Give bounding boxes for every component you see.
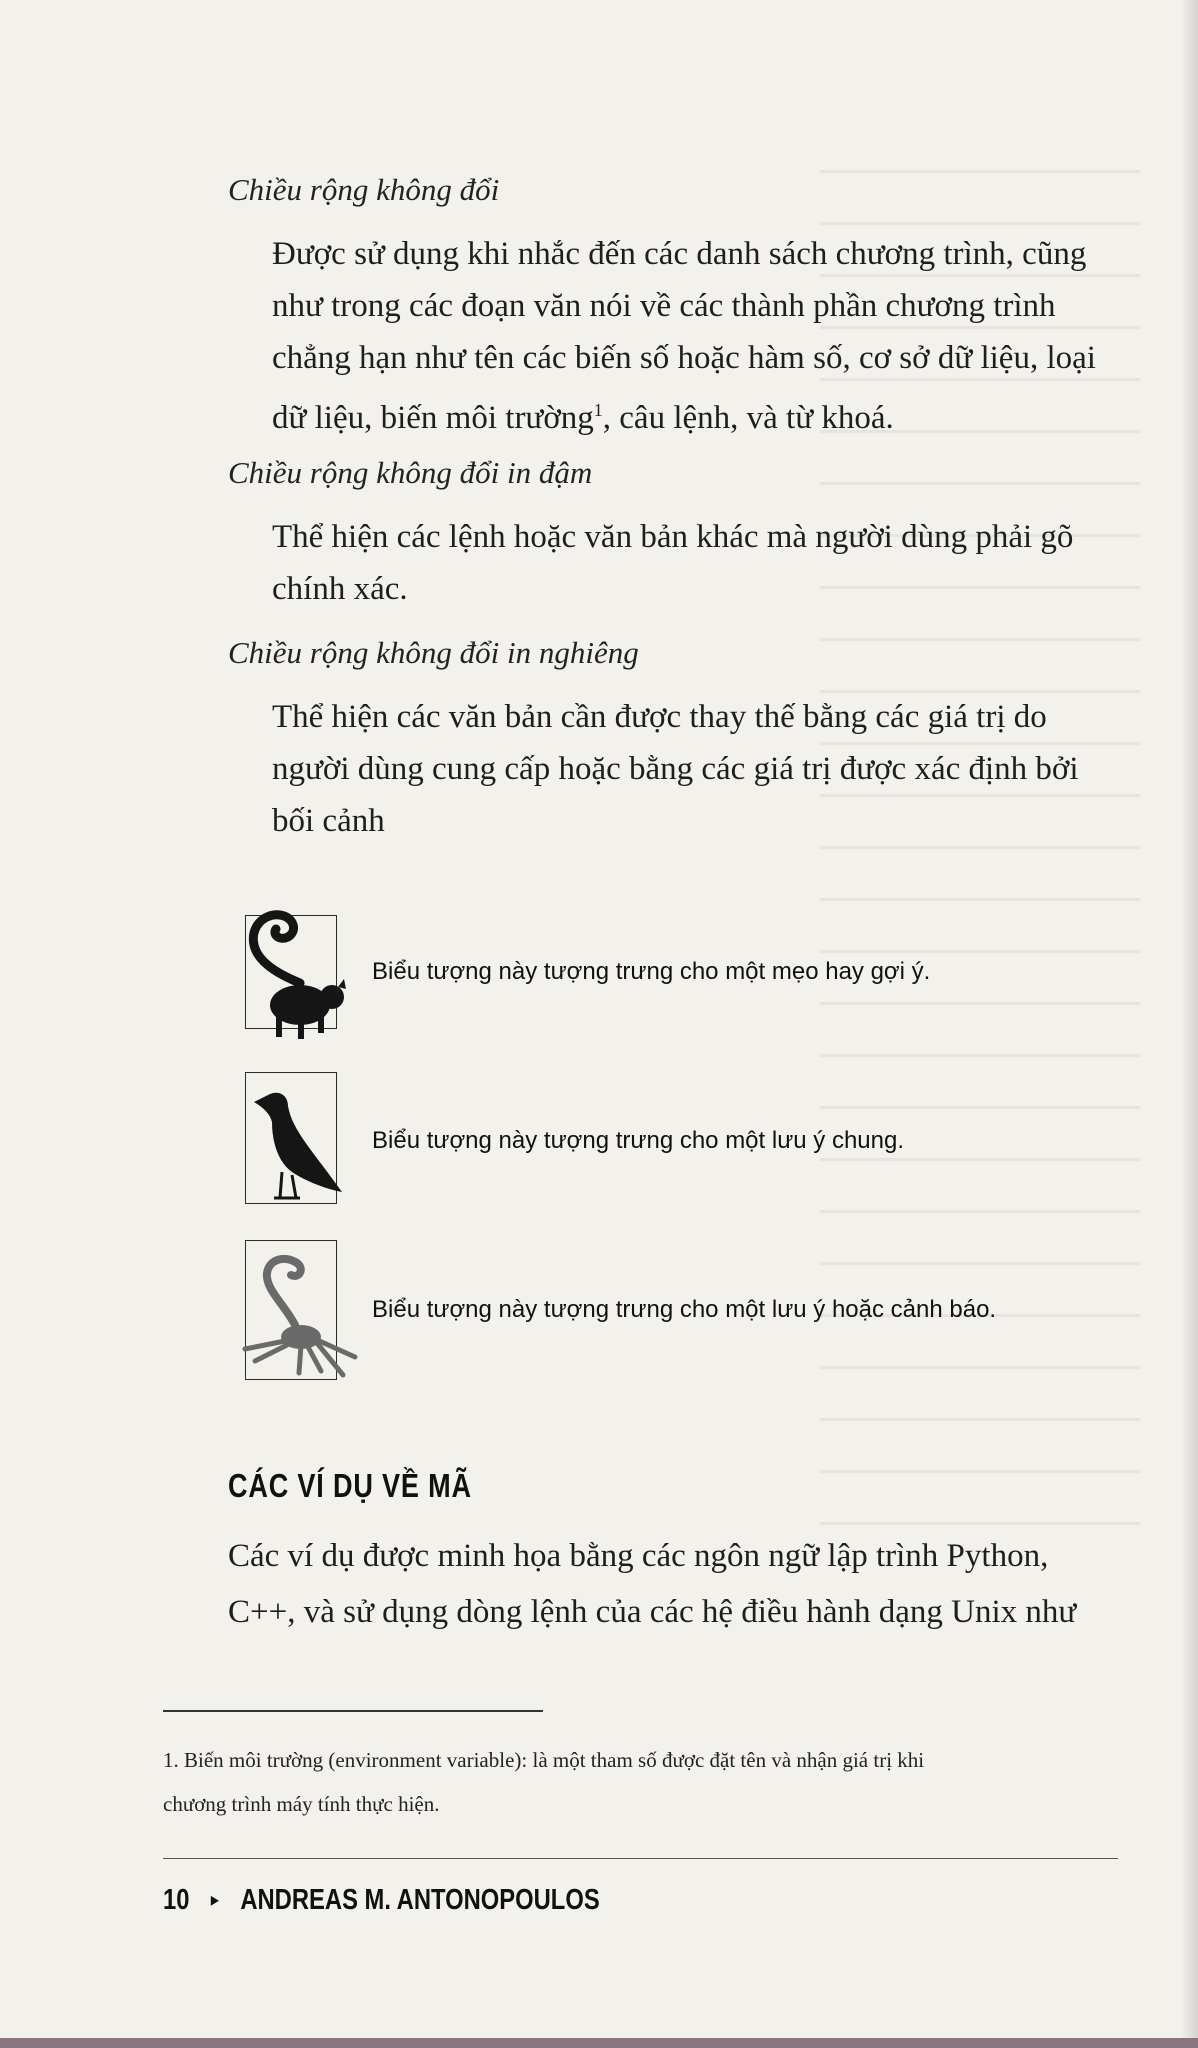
footnote — [163, 1738, 1123, 1826]
convention-term-constant-width-italic: Chiều rộng không đổi in nghiêng — [228, 635, 639, 670]
convention-term-constant-width-bold: Chiều rộng không đổi in đậm — [228, 455, 593, 490]
page-number: 10 — [163, 1884, 190, 1916]
footer-arrow-icon: ▸ — [210, 1889, 220, 1911]
tip-notice-text: Biểu tượng này tượng trưng cho một mẹo hay gợi ý. — [372, 958, 931, 985]
desc-line-text: dữ liệu, biến môi trường — [272, 400, 594, 436]
desc-line: người dùng cung cấp hoặc bằng các giá trị được xác định bởi — [272, 751, 1079, 787]
desc-line: Thể hiện các lệnh hoặc văn bản khác mà người dùng phải gõ — [272, 519, 1074, 555]
desc-line: chẳng hạn như tên các biến số hoặc hàm số, cơ sở dữ liệu, loại — [272, 340, 1096, 376]
paragraph-line: C++, và sử dụng dòng lệnh của các hệ điều hành dạng Unix như — [228, 1594, 1077, 1630]
footnote-line: 1. Biến môi trường (environment variable): là một tham số được đặt tên và nhận giá trị khi — [163, 1748, 925, 1772]
desc-line: Thể hiện các văn bản cần được thay thế bằng các giá trị do — [272, 699, 1047, 735]
footer-divider — [163, 1858, 1118, 1859]
footnote-line: chương trình máy tính thực hiện. — [163, 1792, 440, 1816]
section-heading: CÁC VÍ DỤ VỀ MÃ — [228, 1467, 472, 1504]
page-edge-shadow — [1180, 0, 1198, 2048]
note-notice-text: Biểu tượng này tượng trưng cho một lưu ý chung. — [372, 1127, 905, 1154]
convention-desc-constant-width-italic — [272, 691, 1132, 847]
footnote-reference[interactable]: 1 — [593, 400, 603, 420]
lemur-icon — [240, 905, 350, 1045]
author-name: ANDREAS M. ANTONOPOULOS — [240, 1884, 600, 1916]
convention-desc-constant-width — [272, 228, 1132, 444]
paragraph-line: Các ví dụ được minh họa bằng các ngôn ngữ lập trình Python, — [228, 1538, 1049, 1574]
footnote-divider — [163, 1710, 543, 1712]
convention-term-constant-width: Chiều rộng không đổi — [228, 172, 500, 207]
desc-line: chính xác. — [272, 571, 408, 607]
desc-line — [272, 384, 1132, 444]
desc-line: như trong các đoạn văn nói về các thành phần chương trình — [272, 288, 1056, 324]
desc-line: Được sử dụng khi nhắc đến các danh sách chương trình, cũng — [272, 236, 1087, 272]
convention-desc-constant-width-bold — [272, 511, 1132, 615]
desc-line: bối cảnh — [272, 803, 385, 839]
scorpion-icon — [225, 1245, 370, 1380]
crow-icon — [242, 1080, 352, 1205]
page-footer — [163, 1884, 600, 1917]
desc-line-text: , câu lệnh, và từ khoá. — [602, 400, 894, 436]
bottom-edge-band — [0, 2038, 1198, 2048]
section-paragraph — [228, 1528, 1128, 1640]
warning-notice-text: Biểu tượng này tượng trưng cho một lưu ý hoặc cảnh báo. — [372, 1296, 997, 1323]
